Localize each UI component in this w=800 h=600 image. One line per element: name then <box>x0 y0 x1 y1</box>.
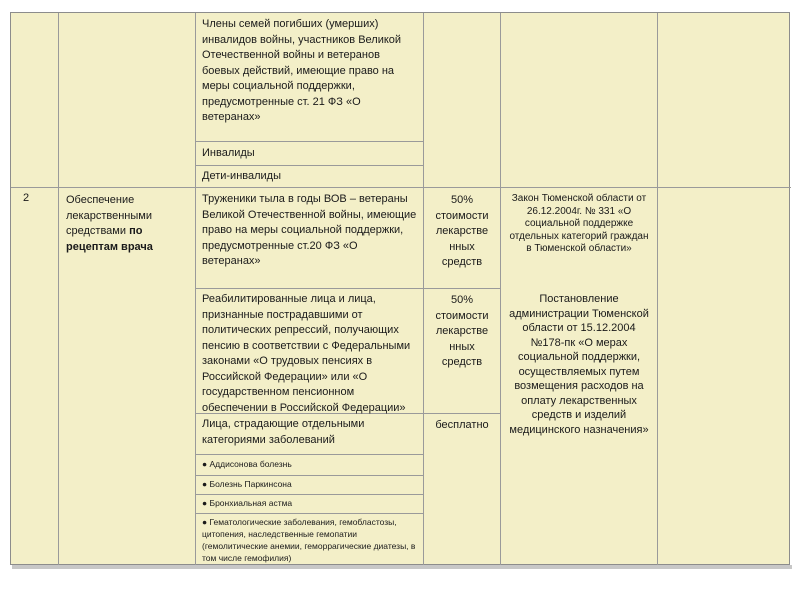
cost-home-front-workers: 50% стоимости лекарстве нных средств <box>435 194 489 268</box>
row-divider-f <box>195 475 423 476</box>
category-diseases: Лица, страдающие отдельными категориями заболеваний <box>202 418 365 446</box>
disease-hematologic: ● Гематологические заболевания, гемобластозы, цитопения, наследственные гемопатии (гемолитические анемии, геморрагические диатезы, в том числе гемофилия) <box>202 517 416 563</box>
col-divider-1 <box>58 13 59 566</box>
cost-diseases: бесплатно <box>435 419 489 431</box>
row-divider-c <box>195 288 500 289</box>
category-disabled-children: Дети-инвалиды <box>202 170 281 182</box>
row-divider-h <box>195 513 423 514</box>
category-home-front-workers: Труженики тыла в годы ВОВ – ветераны Великой Отечественной войны, имеющие право на меры социальной поддержки, предусмотренные ст.20 ФЗ «О ветеранах» <box>202 193 417 267</box>
benefit-description <box>66 193 191 255</box>
category-rehabilitated: Реабилитированные лица и лица, признанные пострадавшими от политических репрессий, получающих пенсию в соответствии с Федеральными законами «О трудовых пенсиях в Российской Федерации» или «О государственном пенсионном обеспечении в Российской Федерации» <box>202 293 411 414</box>
row-divider-b <box>195 165 423 166</box>
benefit-text: Обеспечение лекарственными средствами <box>66 194 152 237</box>
law-reference-2: Постановление администрации Тюменской области от 15.12.2004 №178-пк «О мерах социальной поддержки, осуществляемых путем возмещения расходов на оплату лекарственных средств и изделий медицинского назначения» <box>509 293 649 436</box>
row-number: 2 <box>23 192 30 204</box>
col-divider-5 <box>657 13 658 566</box>
row-divider-e <box>195 454 423 455</box>
col-divider-4 <box>500 13 501 566</box>
row-divider-main <box>11 187 791 188</box>
benefits-table <box>10 12 790 565</box>
row-divider-g <box>195 494 423 495</box>
col-divider-2 <box>195 13 196 566</box>
cost-rehabilitated: 50% стоимости лекарстве нных средств <box>435 294 489 368</box>
category-family-members: Члены семей погибших (умерших) инвалидов войны, участников Великой Отечественной войны и ветеранов боевых действий, имеющие право на меры социальной поддержки, предусмотренные ст. 21 ФЗ «О ветеранах» <box>202 18 402 123</box>
benefit-text-bold: по рецептам врача <box>66 225 153 253</box>
category-disabled: Инвалиды <box>202 147 255 159</box>
disease-parkinson: ● Болезнь Паркинсона <box>202 479 292 489</box>
col-divider-3 <box>423 13 424 566</box>
law-reference-1: Закон Тюменской области от 26.12.2004г. № 331 «О социальной поддержке отдельных категорий граждан в Тюменской области» <box>509 193 649 254</box>
disease-asthma: ● Бронхиальная астма <box>202 498 293 508</box>
table-shadow <box>12 565 792 569</box>
disease-addison: ● Аддисонова болезнь <box>202 459 292 469</box>
row-divider-a <box>195 141 423 142</box>
